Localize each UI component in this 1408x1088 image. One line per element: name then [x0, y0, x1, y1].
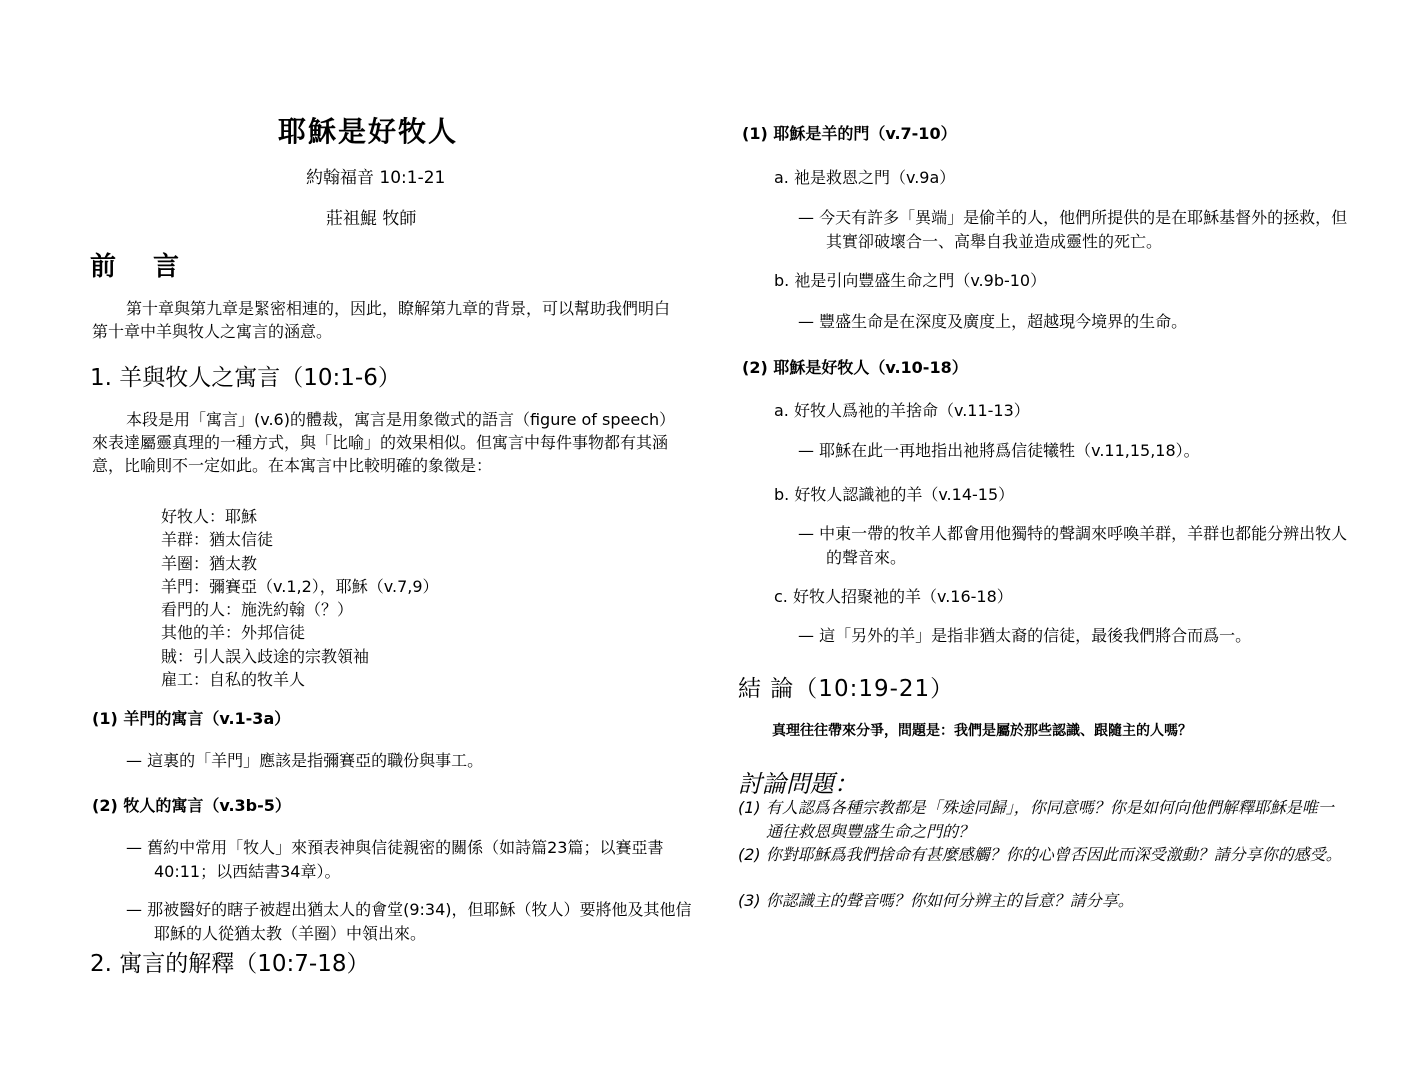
list-item: 看門的人：施洗約翰（？）: [161, 600, 354, 620]
document-title: 耶穌是好牧人: [278, 115, 459, 148]
section-1-heading: 1. 羊與牧人之寓言（10:1-6）: [90, 365, 401, 391]
point-1b-note: — 豐盛生命是在深度及廣度上，超越現今境界的生命。: [798, 312, 1188, 331]
list-item: 賊：引人誤入歧途的宗教領袖: [161, 646, 370, 666]
list-item: 羊群：猶太信徒: [161, 530, 274, 550]
point-1-heading: (1) 耶穌是羊的門（v.7-10）: [742, 124, 957, 143]
list-item: 好牧人：耶穌: [161, 507, 258, 526]
point-2-heading: (2) 耶穌是好牧人（v.10-18）: [742, 358, 968, 377]
intro-heading: 前 言: [90, 252, 194, 282]
author-name: 莊祖鯤 牧師: [326, 209, 417, 229]
discussion-question-3: (3) 你認識主的聲音嗎？你如何分辨主的旨意？請分享。: [738, 891, 1134, 910]
list-item: 雇工：自私的牧羊人: [161, 670, 306, 690]
list-item: 其他的羊：外邦信徒: [161, 623, 306, 643]
point-2b-note: — 中東一帶的牧羊人都會用他獨特的聲調來呼喚羊群，羊群也都能分辨出牧人的聲音來。: [798, 524, 1348, 567]
point-2c: c. 好牧人招聚祂的羊（v.16-18）: [774, 587, 1013, 606]
subsection-2-point-2: — 那被醫好的瞎子被趕出猶太人的會堂(9:34)，但耶穌（牧人）要將他及其他信耶穌的人從猶太教（羊圈）中領出來。: [126, 900, 692, 943]
subsection-2-point-1: — 舊約中常用「牧人」來預表神與信徒親密的關係（如詩篇23篇；以賽亞書40:11；以西結書34章）。: [126, 838, 664, 881]
subsection-2-heading: (2) 牧人的寓言（v.3b-5）: [92, 796, 291, 815]
point-2a: a. 好牧人爲祂的羊捨命（v.11-13）: [774, 401, 1030, 420]
subsection-1-point: — 這裏的「羊門」應該是指彌賽亞的職份與事工。: [126, 751, 484, 770]
conclusion-heading: 結 論（10:19-21）: [738, 676, 955, 702]
point-2a-note: — 耶穌在此一再地指出祂將爲信徒犧牲（v.11,15,18）。: [798, 441, 1200, 460]
symbol-list: [161, 505, 561, 691]
point-2b: b. 好牧人認識祂的羊（v.14-15）: [774, 485, 1015, 504]
section-1-paragraph: 本段是用「寓言」(v.6)的體裁，寓言是用象徵式的語言（figure of speech）來表達屬靈真理的一種方式，與「比喻」的效果相似。但寓言中每件事物都有其涵意，比喻則不一定如此。在本寓言中比較明確的象徵是：: [92, 410, 669, 475]
scripture-reference: 約翰福音 10:1-21: [306, 168, 446, 188]
point-2c-note: — 這「另外的羊」是指非猶太裔的信徒，最後我們將合而爲一。: [798, 626, 1252, 645]
conclusion-text: 真理往往帶來分爭，問題是：我們是屬於那些認識、跟隨主的人嗎？: [772, 723, 1192, 739]
section-2-heading: 2. 寓言的解釋（10:7-18）: [90, 951, 370, 977]
discussion-question-2: (2) 你對耶穌爲我們捨命有甚麼感觸？你的心曾否因此而深受激動？請分享你的感受。: [738, 845, 1342, 864]
list-item: 羊門：彌賽亞（v.1,2），耶穌（v.7,9）: [161, 576, 439, 596]
point-1a-note: — 今天有許多「異端」是偷羊的人，他們所提供的是在耶穌基督外的拯救，但其實卻破壞合一、高舉自我並造成靈性的死亡。: [798, 208, 1348, 251]
point-1b: b. 祂是引向豐盛生命之門（v.9b-10）: [774, 271, 1047, 290]
subsection-1-heading: (1) 羊門的寓言（v.1-3a）: [92, 709, 291, 728]
point-1a: a. 祂是救恩之門（v.9a）: [774, 168, 956, 187]
list-item: 羊圈：猶太教: [161, 553, 258, 573]
discussion-heading: 討論問題：: [738, 770, 858, 798]
discussion-question-1: (1) 有人認爲各種宗教都是「殊途同歸」，你同意嗎？你是如何向他們解釋耶穌是唯一通往救恩與豐盛生命之門的？: [738, 798, 1334, 841]
intro-paragraph: 第十章與第九章是緊密相連的，因此，瞭解第九章的背景，可以幫助我們明白第十章中羊與牧人之寓言的涵意。: [92, 299, 671, 341]
